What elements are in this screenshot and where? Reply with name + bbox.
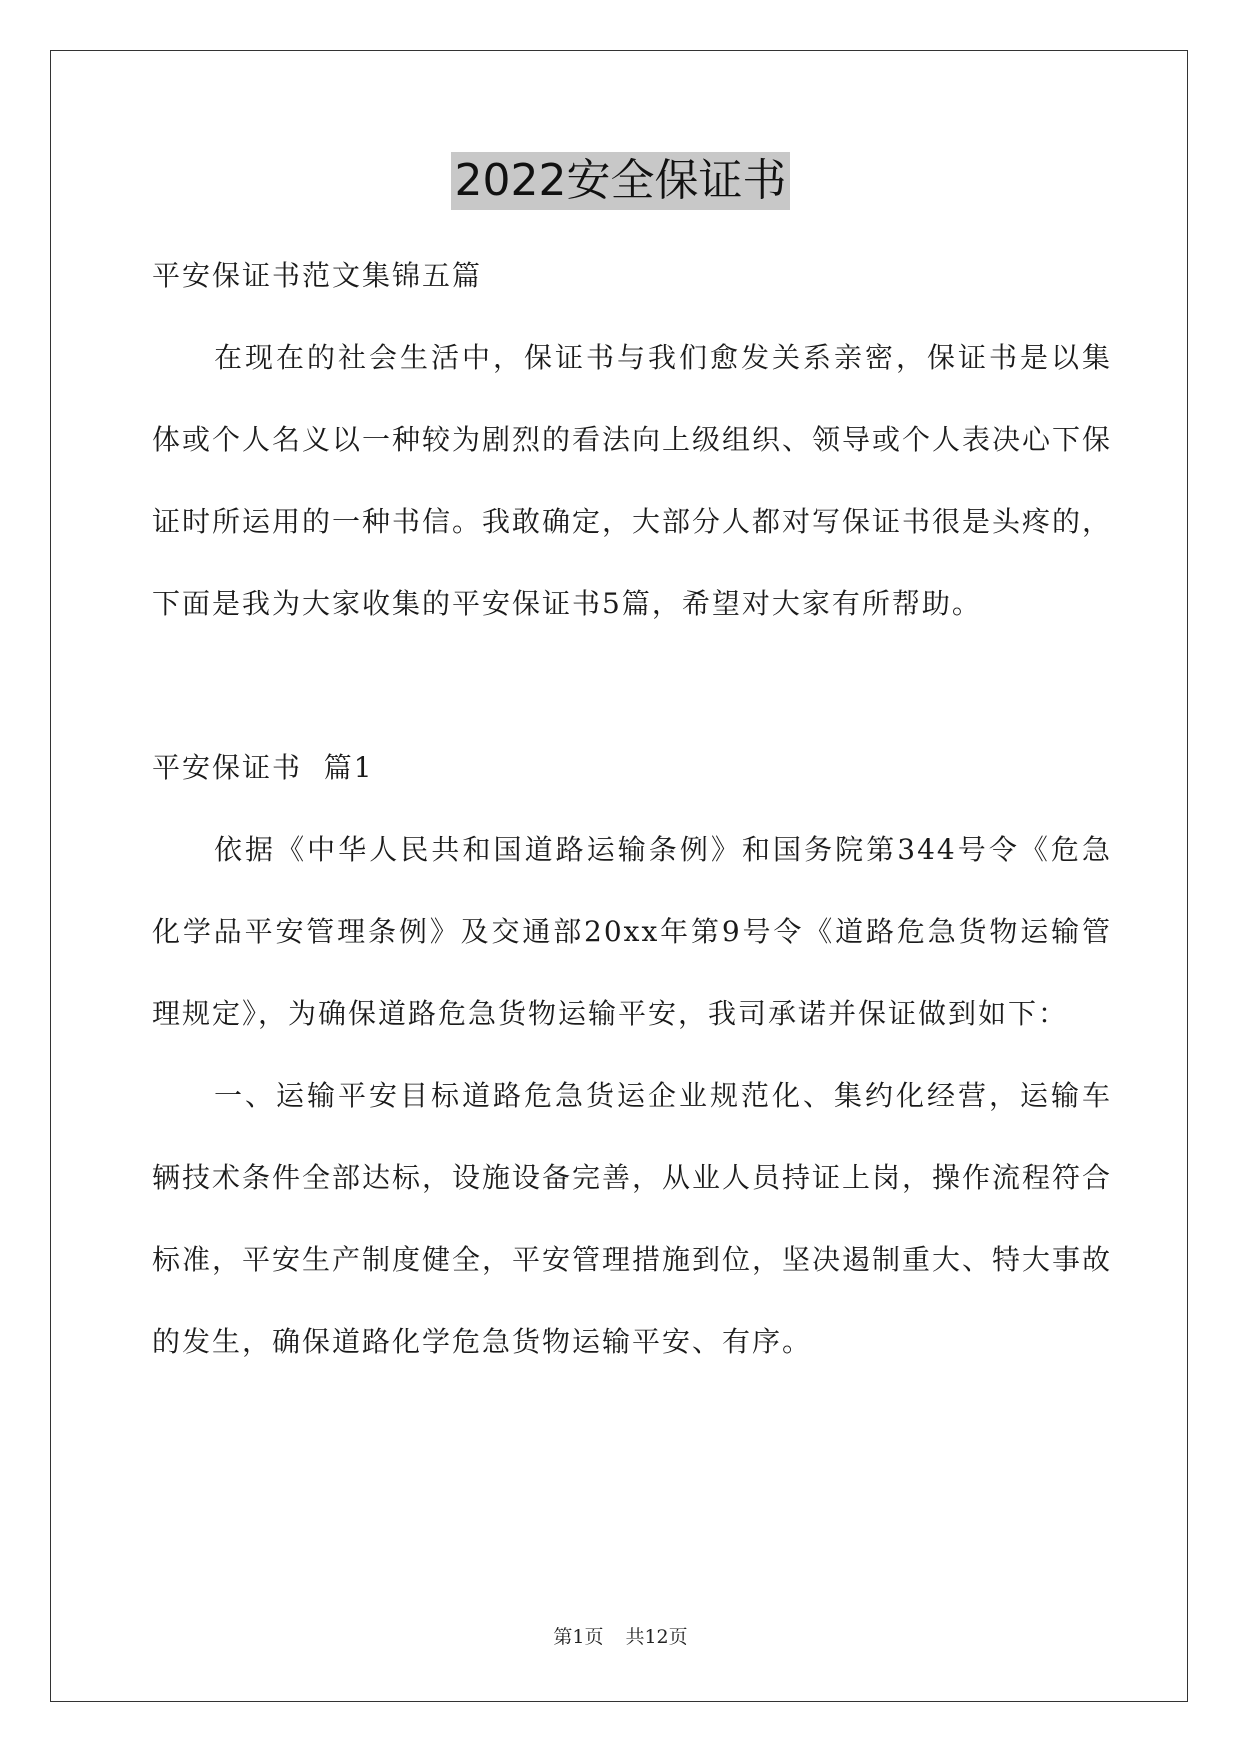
section-paragraph: 依据《中华人民共和国道路运输条例》和国务院第344号令《危急化学品平安管理条例》及交通部20xx年第9号令《道路危急货物运输管理规定》，为确保道路危急货物运输平安，我司承诺并保证做到如下： bbox=[152, 833, 1112, 1030]
page-number-total: 共12页 bbox=[625, 1626, 688, 1648]
document-title-wrapper bbox=[0, 152, 1241, 210]
document-title: 2022安全保证书 bbox=[451, 152, 791, 210]
document-subtitle: 平安保证书范文集锦五篇 bbox=[152, 259, 483, 292]
page-footer bbox=[0, 1622, 1241, 1649]
page-number-current: 第1页 bbox=[553, 1626, 604, 1648]
intro-paragraph: 在现在的社会生活中，保证书与我们愈发关系亲密，保证书是以集体或个人名义以一种较为剧烈的看法向上级组织、领导或个人表决心下保证时所运用的一种书信。我敢确定，大部分人都对写保证书很是头疼的，下面是我为大家收集的平安保证书5篇，希望对大家有所帮助。 bbox=[152, 341, 1113, 620]
document-body bbox=[152, 235, 1112, 1383]
section-spacer bbox=[152, 645, 1112, 727]
section-heading: 平安保证书 篇1 bbox=[152, 751, 374, 784]
section-paragraph: 一、运输平安目标道路危急货运企业规范化、集约化经营，运输车辆技术条件全部达标，设施设备完善，从业人员持证上岗，操作流程符合标准，平安生产制度健全，平安管理措施到位，坚决遏制重大、特大事故的发生，确保道路化学危急货物运输平安、有序。 bbox=[152, 1079, 1113, 1358]
